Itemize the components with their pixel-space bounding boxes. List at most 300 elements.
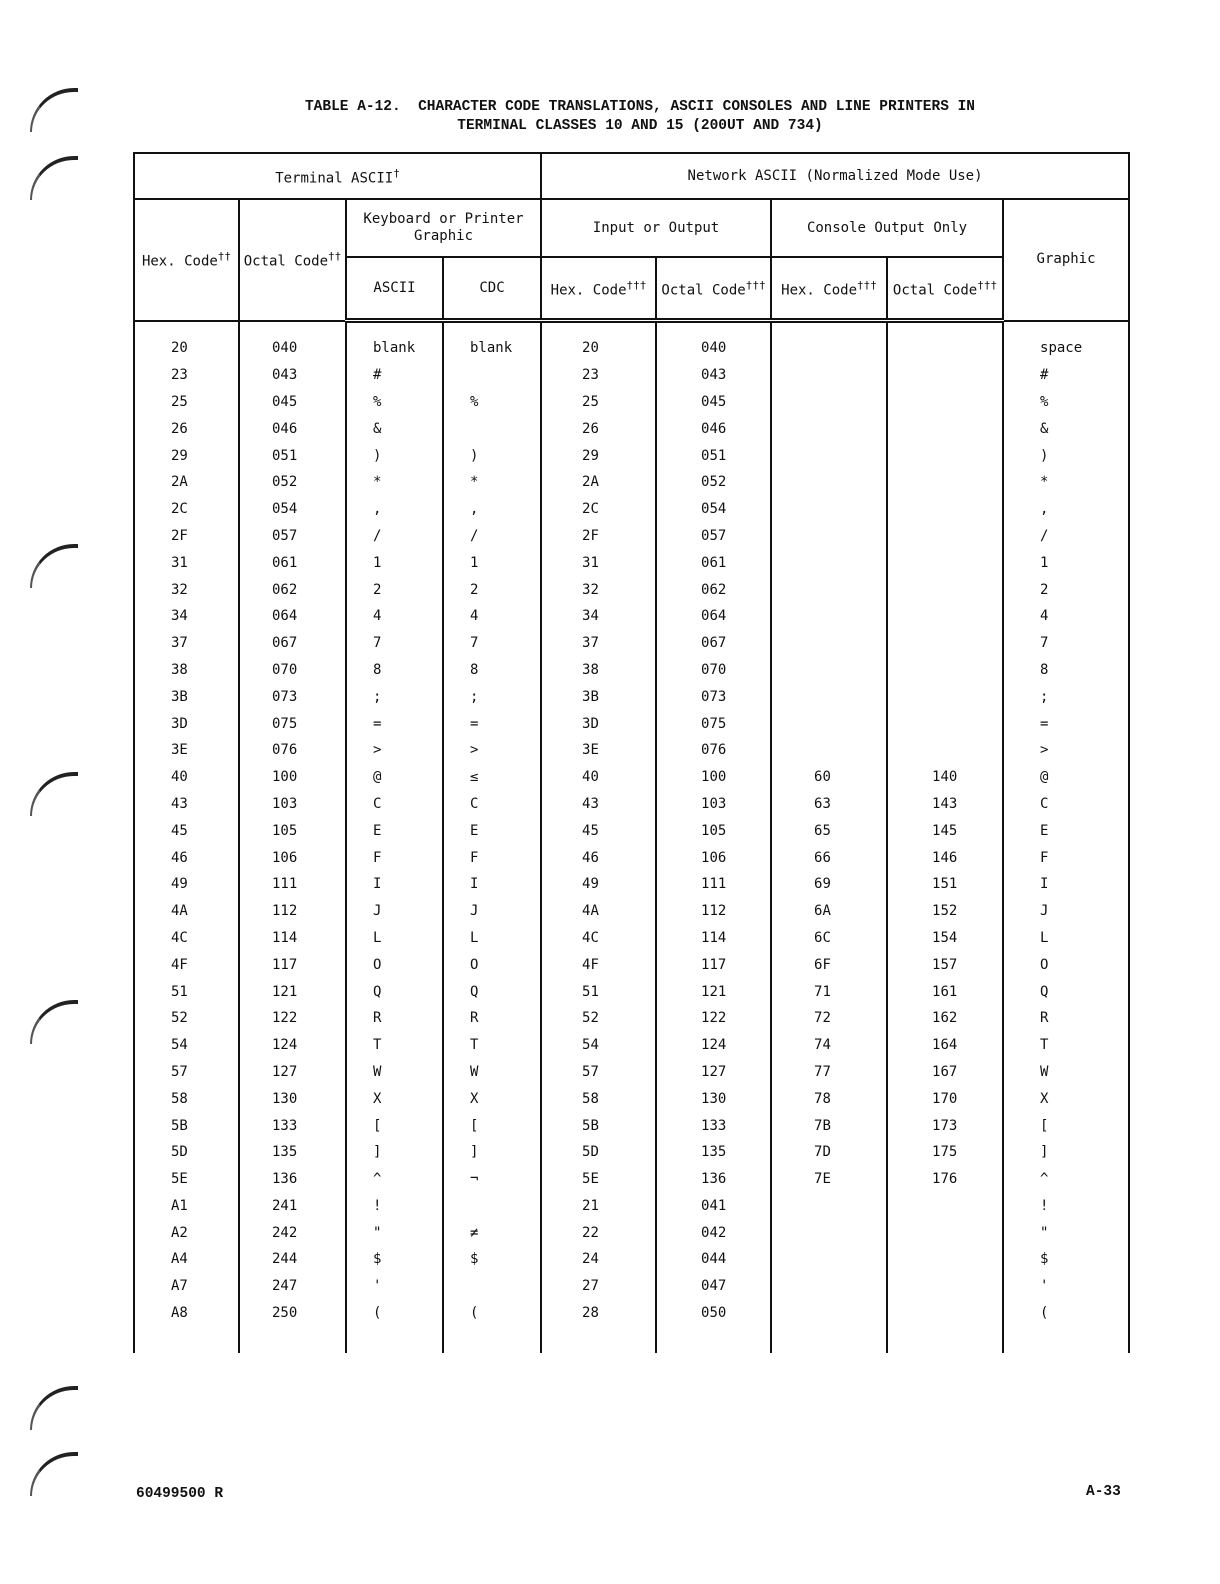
graphic-cell: ( <box>1003 1300 1129 1327</box>
punch-hole-mark <box>30 772 78 816</box>
console-octal-cell <box>887 1300 1003 1327</box>
graphic-cell: R <box>1003 1005 1129 1032</box>
console-hex-cell <box>771 710 887 737</box>
network-octal-cell: 122 <box>656 1005 771 1032</box>
cdc-graphic-cell: R <box>443 1005 541 1032</box>
terminal-octal-cell: 103 <box>239 791 346 818</box>
console-hex-cell: 65 <box>771 817 887 844</box>
terminal-octal-cell: 112 <box>239 898 346 925</box>
network-hex-cell: 46 <box>541 844 656 871</box>
terminal-hex-cell: 3B <box>134 683 239 710</box>
graphic-cell: I <box>1003 871 1129 898</box>
cdc-graphic-cell: E <box>443 817 541 844</box>
console-octal-cell: 152 <box>887 898 1003 925</box>
ascii-graphic-cell: # <box>346 362 443 389</box>
terminal-hex-cell: A8 <box>134 1300 239 1327</box>
cdc-graphic-cell: O <box>443 951 541 978</box>
console-octal-cell <box>887 549 1003 576</box>
network-octal-cell: 136 <box>656 1166 771 1193</box>
terminal-octal-cell: 061 <box>239 549 346 576</box>
table-row <box>134 523 1129 550</box>
console-hex-cell <box>771 576 887 603</box>
console-hex-cell: 6A <box>771 898 887 925</box>
network-hex-cell: 22 <box>541 1219 656 1246</box>
empty-cell <box>656 1326 771 1353</box>
console-hex-cell <box>771 1300 887 1327</box>
ascii-graphic-cell: = <box>346 710 443 737</box>
network-hex-cell: 2C <box>541 496 656 523</box>
network-hex-cell: 49 <box>541 871 656 898</box>
table-row <box>134 321 1129 362</box>
console-hex-cell <box>771 321 887 362</box>
code-table-body <box>134 321 1129 1354</box>
terminal-hex-cell: 31 <box>134 549 239 576</box>
table-row <box>134 549 1129 576</box>
console-hex-cell: 63 <box>771 791 887 818</box>
network-octal-cell: 111 <box>656 871 771 898</box>
cdc-graphic-cell: % <box>443 389 541 416</box>
table-row <box>134 1139 1129 1166</box>
terminal-octal-cell: 062 <box>239 576 346 603</box>
graphic-cell: = <box>1003 710 1129 737</box>
graphic-cell: E <box>1003 817 1129 844</box>
terminal-hex-cell: A2 <box>134 1219 239 1246</box>
terminal-octal-cell: 070 <box>239 657 346 684</box>
graphic-cell: F <box>1003 844 1129 871</box>
cdc-graphic-cell: > <box>443 737 541 764</box>
terminal-octal-cell: 121 <box>239 978 346 1005</box>
terminal-octal-cell: 117 <box>239 951 346 978</box>
network-hex-cell: 58 <box>541 1085 656 1112</box>
empty-cell <box>541 1326 656 1353</box>
console-octal-cell <box>887 576 1003 603</box>
terminal-octal-cell: 046 <box>239 415 346 442</box>
cdc-graphic-cell: [ <box>443 1112 541 1139</box>
network-octal-cell: 054 <box>656 496 771 523</box>
network-hex-cell: 45 <box>541 817 656 844</box>
punch-hole-mark <box>30 1000 78 1044</box>
graphic-cell: ; <box>1003 683 1129 710</box>
console-hex-cell <box>771 683 887 710</box>
terminal-octal-cell: 073 <box>239 683 346 710</box>
cdc-graphic-cell: 2 <box>443 576 541 603</box>
network-hex-cell: 21 <box>541 1193 656 1220</box>
console-octal-cell <box>887 1193 1003 1220</box>
cdc-graphic-cell: * <box>443 469 541 496</box>
ascii-graphic-cell: Q <box>346 978 443 1005</box>
cdc-graphic-cell: ≠ <box>443 1219 541 1246</box>
network-hex-cell: 51 <box>541 978 656 1005</box>
terminal-hex-cell: 3D <box>134 710 239 737</box>
network-octal-cell: 067 <box>656 630 771 657</box>
ascii-graphic-cell: / <box>346 523 443 550</box>
ascii-graphic-cell: & <box>346 415 443 442</box>
terminal-hex-cell: 2A <box>134 469 239 496</box>
network-octal-cell: 124 <box>656 1032 771 1059</box>
terminal-octal-cell: 105 <box>239 817 346 844</box>
terminal-octal-cell: 052 <box>239 469 346 496</box>
console-octal-cell: 151 <box>887 871 1003 898</box>
console-hex-cell: 74 <box>771 1032 887 1059</box>
console-octal-cell <box>887 683 1003 710</box>
cdc-header: CDC <box>443 257 541 321</box>
terminal-octal-cell: 127 <box>239 1059 346 1086</box>
console-hex-cell <box>771 1219 887 1246</box>
cdc-graphic-cell: ¬ <box>443 1166 541 1193</box>
terminal-octal-cell: 111 <box>239 871 346 898</box>
terminal-hex-cell: 4C <box>134 925 239 952</box>
graphic-cell: J <box>1003 898 1129 925</box>
document-number: 60499500 R <box>136 1486 224 1502</box>
network-hex-cell: 38 <box>541 657 656 684</box>
terminal-octal-cell: 247 <box>239 1273 346 1300</box>
graphic-cell: > <box>1003 737 1129 764</box>
table-row <box>134 1005 1129 1032</box>
empty-cell <box>134 1326 239 1353</box>
cdc-graphic-cell: ] <box>443 1139 541 1166</box>
network-hex-cell: 27 <box>541 1273 656 1300</box>
terminal-hex-cell: 25 <box>134 389 239 416</box>
graphic-header: Graphic <box>1003 199 1129 321</box>
network-octal-cell: 042 <box>656 1219 771 1246</box>
ascii-graphic-cell: W <box>346 1059 443 1086</box>
ascii-graphic-cell: @ <box>346 764 443 791</box>
network-octal-cell: 112 <box>656 898 771 925</box>
ascii-graphic-cell: % <box>346 389 443 416</box>
graphic-cell: W <box>1003 1059 1129 1086</box>
console-hex-cell <box>771 362 887 389</box>
network-octal-cell: 061 <box>656 549 771 576</box>
console-octal-cell <box>887 442 1003 469</box>
table-empty-space <box>134 1326 1129 1353</box>
empty-cell <box>239 1326 346 1353</box>
network-octal-cell: 044 <box>656 1246 771 1273</box>
network-hex-cell: 25 <box>541 389 656 416</box>
table-row <box>134 1300 1129 1327</box>
hex-code-header: Hex. Code†† <box>134 199 239 321</box>
terminal-hex-cell: 46 <box>134 844 239 871</box>
console-hex-cell <box>771 603 887 630</box>
console-octal-cell: 143 <box>887 791 1003 818</box>
terminal-octal-cell: 114 <box>239 925 346 952</box>
graphic-cell: $ <box>1003 1246 1129 1273</box>
terminal-octal-cell: 122 <box>239 1005 346 1032</box>
table-row <box>134 496 1129 523</box>
network-octal-cell: 047 <box>656 1273 771 1300</box>
graphic-cell: ) <box>1003 442 1129 469</box>
console-hex-cell: 72 <box>771 1005 887 1032</box>
table-row <box>134 791 1129 818</box>
console-hex-cell: 71 <box>771 978 887 1005</box>
table-row <box>134 764 1129 791</box>
ascii-graphic-cell: 8 <box>346 657 443 684</box>
ascii-graphic-cell: J <box>346 898 443 925</box>
graphic-cell: space <box>1003 321 1129 362</box>
cdc-graphic-cell: 4 <box>443 603 541 630</box>
network-hex-cell: 57 <box>541 1059 656 1086</box>
console-hex-cell <box>771 1273 887 1300</box>
terminal-octal-cell: 250 <box>239 1300 346 1327</box>
network-octal-cell: 121 <box>656 978 771 1005</box>
terminal-hex-cell: 43 <box>134 791 239 818</box>
table-row <box>134 442 1129 469</box>
graphic-cell: L <box>1003 925 1129 952</box>
network-octal-cell: 135 <box>656 1139 771 1166</box>
network-hex-cell: 2A <box>541 469 656 496</box>
terminal-hex-cell: 54 <box>134 1032 239 1059</box>
network-hex-cell: 3E <box>541 737 656 764</box>
graphic-cell: C <box>1003 791 1129 818</box>
graphic-cell: 1 <box>1003 549 1129 576</box>
network-hex-cell: 32 <box>541 576 656 603</box>
network-octal-cell: 051 <box>656 442 771 469</box>
console-octal-cell: 176 <box>887 1166 1003 1193</box>
console-octal-code-header: Octal Code††† <box>887 257 1003 321</box>
table-row <box>134 1193 1129 1220</box>
network-hex-cell: 4A <box>541 898 656 925</box>
console-octal-cell <box>887 737 1003 764</box>
terminal-hex-cell: 23 <box>134 362 239 389</box>
console-hex-cell: 77 <box>771 1059 887 1086</box>
ascii-graphic-cell: O <box>346 951 443 978</box>
console-octal-cell <box>887 362 1003 389</box>
ascii-graphic-cell: blank <box>346 321 443 362</box>
cdc-graphic-cell: 7 <box>443 630 541 657</box>
terminal-octal-cell: 067 <box>239 630 346 657</box>
net-octal-code-header: Octal Code††† <box>656 257 771 321</box>
table-row <box>134 1085 1129 1112</box>
graphic-cell: 7 <box>1003 630 1129 657</box>
cdc-graphic-cell: ( <box>443 1300 541 1327</box>
ascii-graphic-cell: I <box>346 871 443 898</box>
cdc-graphic-cell: Q <box>443 978 541 1005</box>
terminal-hex-cell: 3E <box>134 737 239 764</box>
console-hex-cell: 7B <box>771 1112 887 1139</box>
console-octal-cell: 161 <box>887 978 1003 1005</box>
console-octal-cell <box>887 496 1003 523</box>
console-octal-cell: 164 <box>887 1032 1003 1059</box>
console-hex-cell: 7D <box>771 1139 887 1166</box>
terminal-hex-cell: 26 <box>134 415 239 442</box>
console-hex-cell <box>771 657 887 684</box>
page-number: A-33 <box>1086 1484 1121 1500</box>
ascii-graphic-cell: 4 <box>346 603 443 630</box>
network-hex-cell: 34 <box>541 603 656 630</box>
graphic-cell: / <box>1003 523 1129 550</box>
graphic-cell: Q <box>1003 978 1129 1005</box>
network-hex-cell: 26 <box>541 415 656 442</box>
cdc-graphic-cell: ≤ <box>443 764 541 791</box>
network-octal-cell: 100 <box>656 764 771 791</box>
ascii-graphic-cell: $ <box>346 1246 443 1273</box>
network-octal-cell: 114 <box>656 925 771 952</box>
table-row <box>134 844 1129 871</box>
ascii-graphic-cell: " <box>346 1219 443 1246</box>
network-octal-cell: 105 <box>656 817 771 844</box>
network-hex-cell: 5B <box>541 1112 656 1139</box>
terminal-octal-cell: 130 <box>239 1085 346 1112</box>
terminal-hex-cell: A7 <box>134 1273 239 1300</box>
graphic-cell: 8 <box>1003 657 1129 684</box>
console-octal-cell <box>887 603 1003 630</box>
network-hex-cell: 5D <box>541 1139 656 1166</box>
ascii-graphic-cell: L <box>346 925 443 952</box>
cdc-graphic-cell: / <box>443 523 541 550</box>
network-hex-cell: 20 <box>541 321 656 362</box>
console-hex-cell: 6F <box>771 951 887 978</box>
console-octal-cell: 175 <box>887 1139 1003 1166</box>
console-octal-cell <box>887 389 1003 416</box>
table-title-line-1: TABLE A-12. CHARACTER CODE TRANSLATIONS, ASCII CONSOLES AND LINE PRINTERS IN <box>304 99 975 115</box>
graphic-cell: ] <box>1003 1139 1129 1166</box>
empty-cell <box>346 1326 443 1353</box>
cdc-graphic-cell: = <box>443 710 541 737</box>
table-row <box>134 1059 1129 1086</box>
octal-code-header: Octal Code†† <box>239 199 346 321</box>
network-hex-cell: 2F <box>541 523 656 550</box>
cdc-graphic-cell <box>443 1193 541 1220</box>
network-hex-cell: 5E <box>541 1166 656 1193</box>
net-hex-code-header: Hex. Code††† <box>541 257 656 321</box>
cdc-graphic-cell <box>443 415 541 442</box>
terminal-hex-cell: 32 <box>134 576 239 603</box>
console-hex-cell <box>771 389 887 416</box>
console-octal-cell: 154 <box>887 925 1003 952</box>
graphic-cell: & <box>1003 415 1129 442</box>
network-hex-cell: 24 <box>541 1246 656 1273</box>
empty-cell <box>771 1326 887 1353</box>
console-octal-cell: 173 <box>887 1112 1003 1139</box>
network-octal-cell: 130 <box>656 1085 771 1112</box>
network-hex-cell: 54 <box>541 1032 656 1059</box>
cdc-graphic-cell: $ <box>443 1246 541 1273</box>
table-title <box>240 98 1040 136</box>
ascii-graphic-cell: X <box>346 1085 443 1112</box>
network-hex-cell: 43 <box>541 791 656 818</box>
cdc-graphic-cell <box>443 1273 541 1300</box>
empty-cell <box>1003 1326 1129 1353</box>
table-row <box>134 362 1129 389</box>
network-octal-cell: 040 <box>656 321 771 362</box>
console-octal-cell: 157 <box>887 951 1003 978</box>
punch-hole-mark <box>30 1386 78 1430</box>
network-ascii-header: Network ASCII (Normalized Mode Use) <box>541 153 1129 199</box>
ascii-graphic-cell: ' <box>346 1273 443 1300</box>
punch-hole-mark <box>30 156 78 200</box>
network-hex-cell: 31 <box>541 549 656 576</box>
terminal-octal-cell: 241 <box>239 1193 346 1220</box>
console-hex-cell <box>771 737 887 764</box>
console-octal-cell: 140 <box>887 764 1003 791</box>
console-hex-cell <box>771 1246 887 1273</box>
table-row <box>134 1166 1129 1193</box>
terminal-octal-cell: 100 <box>239 764 346 791</box>
console-octal-cell <box>887 321 1003 362</box>
network-hex-cell: 3D <box>541 710 656 737</box>
table-row <box>134 710 1129 737</box>
console-hex-cell <box>771 630 887 657</box>
terminal-octal-cell: 244 <box>239 1246 346 1273</box>
network-octal-cell: 046 <box>656 415 771 442</box>
cdc-graphic-cell: F <box>443 844 541 871</box>
graphic-cell: ^ <box>1003 1166 1129 1193</box>
console-hex-cell: 78 <box>771 1085 887 1112</box>
ascii-graphic-cell: ; <box>346 683 443 710</box>
console-octal-cell <box>887 1273 1003 1300</box>
terminal-octal-cell: 064 <box>239 603 346 630</box>
network-hex-cell: 52 <box>541 1005 656 1032</box>
network-octal-cell: 050 <box>656 1300 771 1327</box>
network-hex-cell: 4C <box>541 925 656 952</box>
terminal-octal-cell: 054 <box>239 496 346 523</box>
console-hex-code-header: Hex. Code††† <box>771 257 887 321</box>
network-octal-cell: 070 <box>656 657 771 684</box>
graphic-cell: T <box>1003 1032 1129 1059</box>
ascii-graphic-cell: ] <box>346 1139 443 1166</box>
terminal-hex-cell: 4F <box>134 951 239 978</box>
ascii-graphic-cell: [ <box>346 1112 443 1139</box>
ascii-graphic-cell: ^ <box>346 1166 443 1193</box>
table-row <box>134 1112 1129 1139</box>
table-row <box>134 817 1129 844</box>
console-octal-cell <box>887 710 1003 737</box>
terminal-hex-cell: 40 <box>134 764 239 791</box>
table-row <box>134 683 1129 710</box>
graphic-cell: , <box>1003 496 1129 523</box>
console-octal-cell <box>887 1246 1003 1273</box>
console-octal-cell: 145 <box>887 817 1003 844</box>
cdc-graphic-cell: X <box>443 1085 541 1112</box>
ascii-graphic-cell: R <box>346 1005 443 1032</box>
graphic-cell: @ <box>1003 764 1129 791</box>
empty-cell <box>443 1326 541 1353</box>
table-row <box>134 1032 1129 1059</box>
table-row <box>134 657 1129 684</box>
terminal-octal-cell: 057 <box>239 523 346 550</box>
table-title-line-2: TERMINAL CLASSES 10 AND 15 (200UT AND 734) <box>457 118 823 134</box>
table-row <box>134 1246 1129 1273</box>
cdc-graphic-cell: , <box>443 496 541 523</box>
terminal-octal-cell: 136 <box>239 1166 346 1193</box>
graphic-cell: " <box>1003 1219 1129 1246</box>
terminal-octal-cell: 124 <box>239 1032 346 1059</box>
table-row <box>134 389 1129 416</box>
ascii-graphic-cell: 2 <box>346 576 443 603</box>
terminal-octal-cell: 043 <box>239 362 346 389</box>
table-row <box>134 630 1129 657</box>
graphic-cell: # <box>1003 362 1129 389</box>
cdc-graphic-cell: ; <box>443 683 541 710</box>
network-hex-cell: 40 <box>541 764 656 791</box>
console-hex-cell <box>771 442 887 469</box>
terminal-hex-cell: 5B <box>134 1112 239 1139</box>
terminal-hex-cell: 37 <box>134 630 239 657</box>
terminal-octal-cell: 075 <box>239 710 346 737</box>
graphic-cell: * <box>1003 469 1129 496</box>
network-octal-cell: 133 <box>656 1112 771 1139</box>
cdc-graphic-cell: L <box>443 925 541 952</box>
graphic-cell: % <box>1003 389 1129 416</box>
terminal-hex-cell: 2F <box>134 523 239 550</box>
code-translation-table <box>133 152 1130 1353</box>
terminal-hex-cell: 38 <box>134 657 239 684</box>
cdc-graphic-cell: 8 <box>443 657 541 684</box>
terminal-hex-cell: 45 <box>134 817 239 844</box>
graphic-cell: 2 <box>1003 576 1129 603</box>
keyboard-graphic-header: Keyboard or Printer Graphic <box>346 199 541 257</box>
punch-hole-mark <box>30 1452 78 1496</box>
terminal-octal-cell: 040 <box>239 321 346 362</box>
